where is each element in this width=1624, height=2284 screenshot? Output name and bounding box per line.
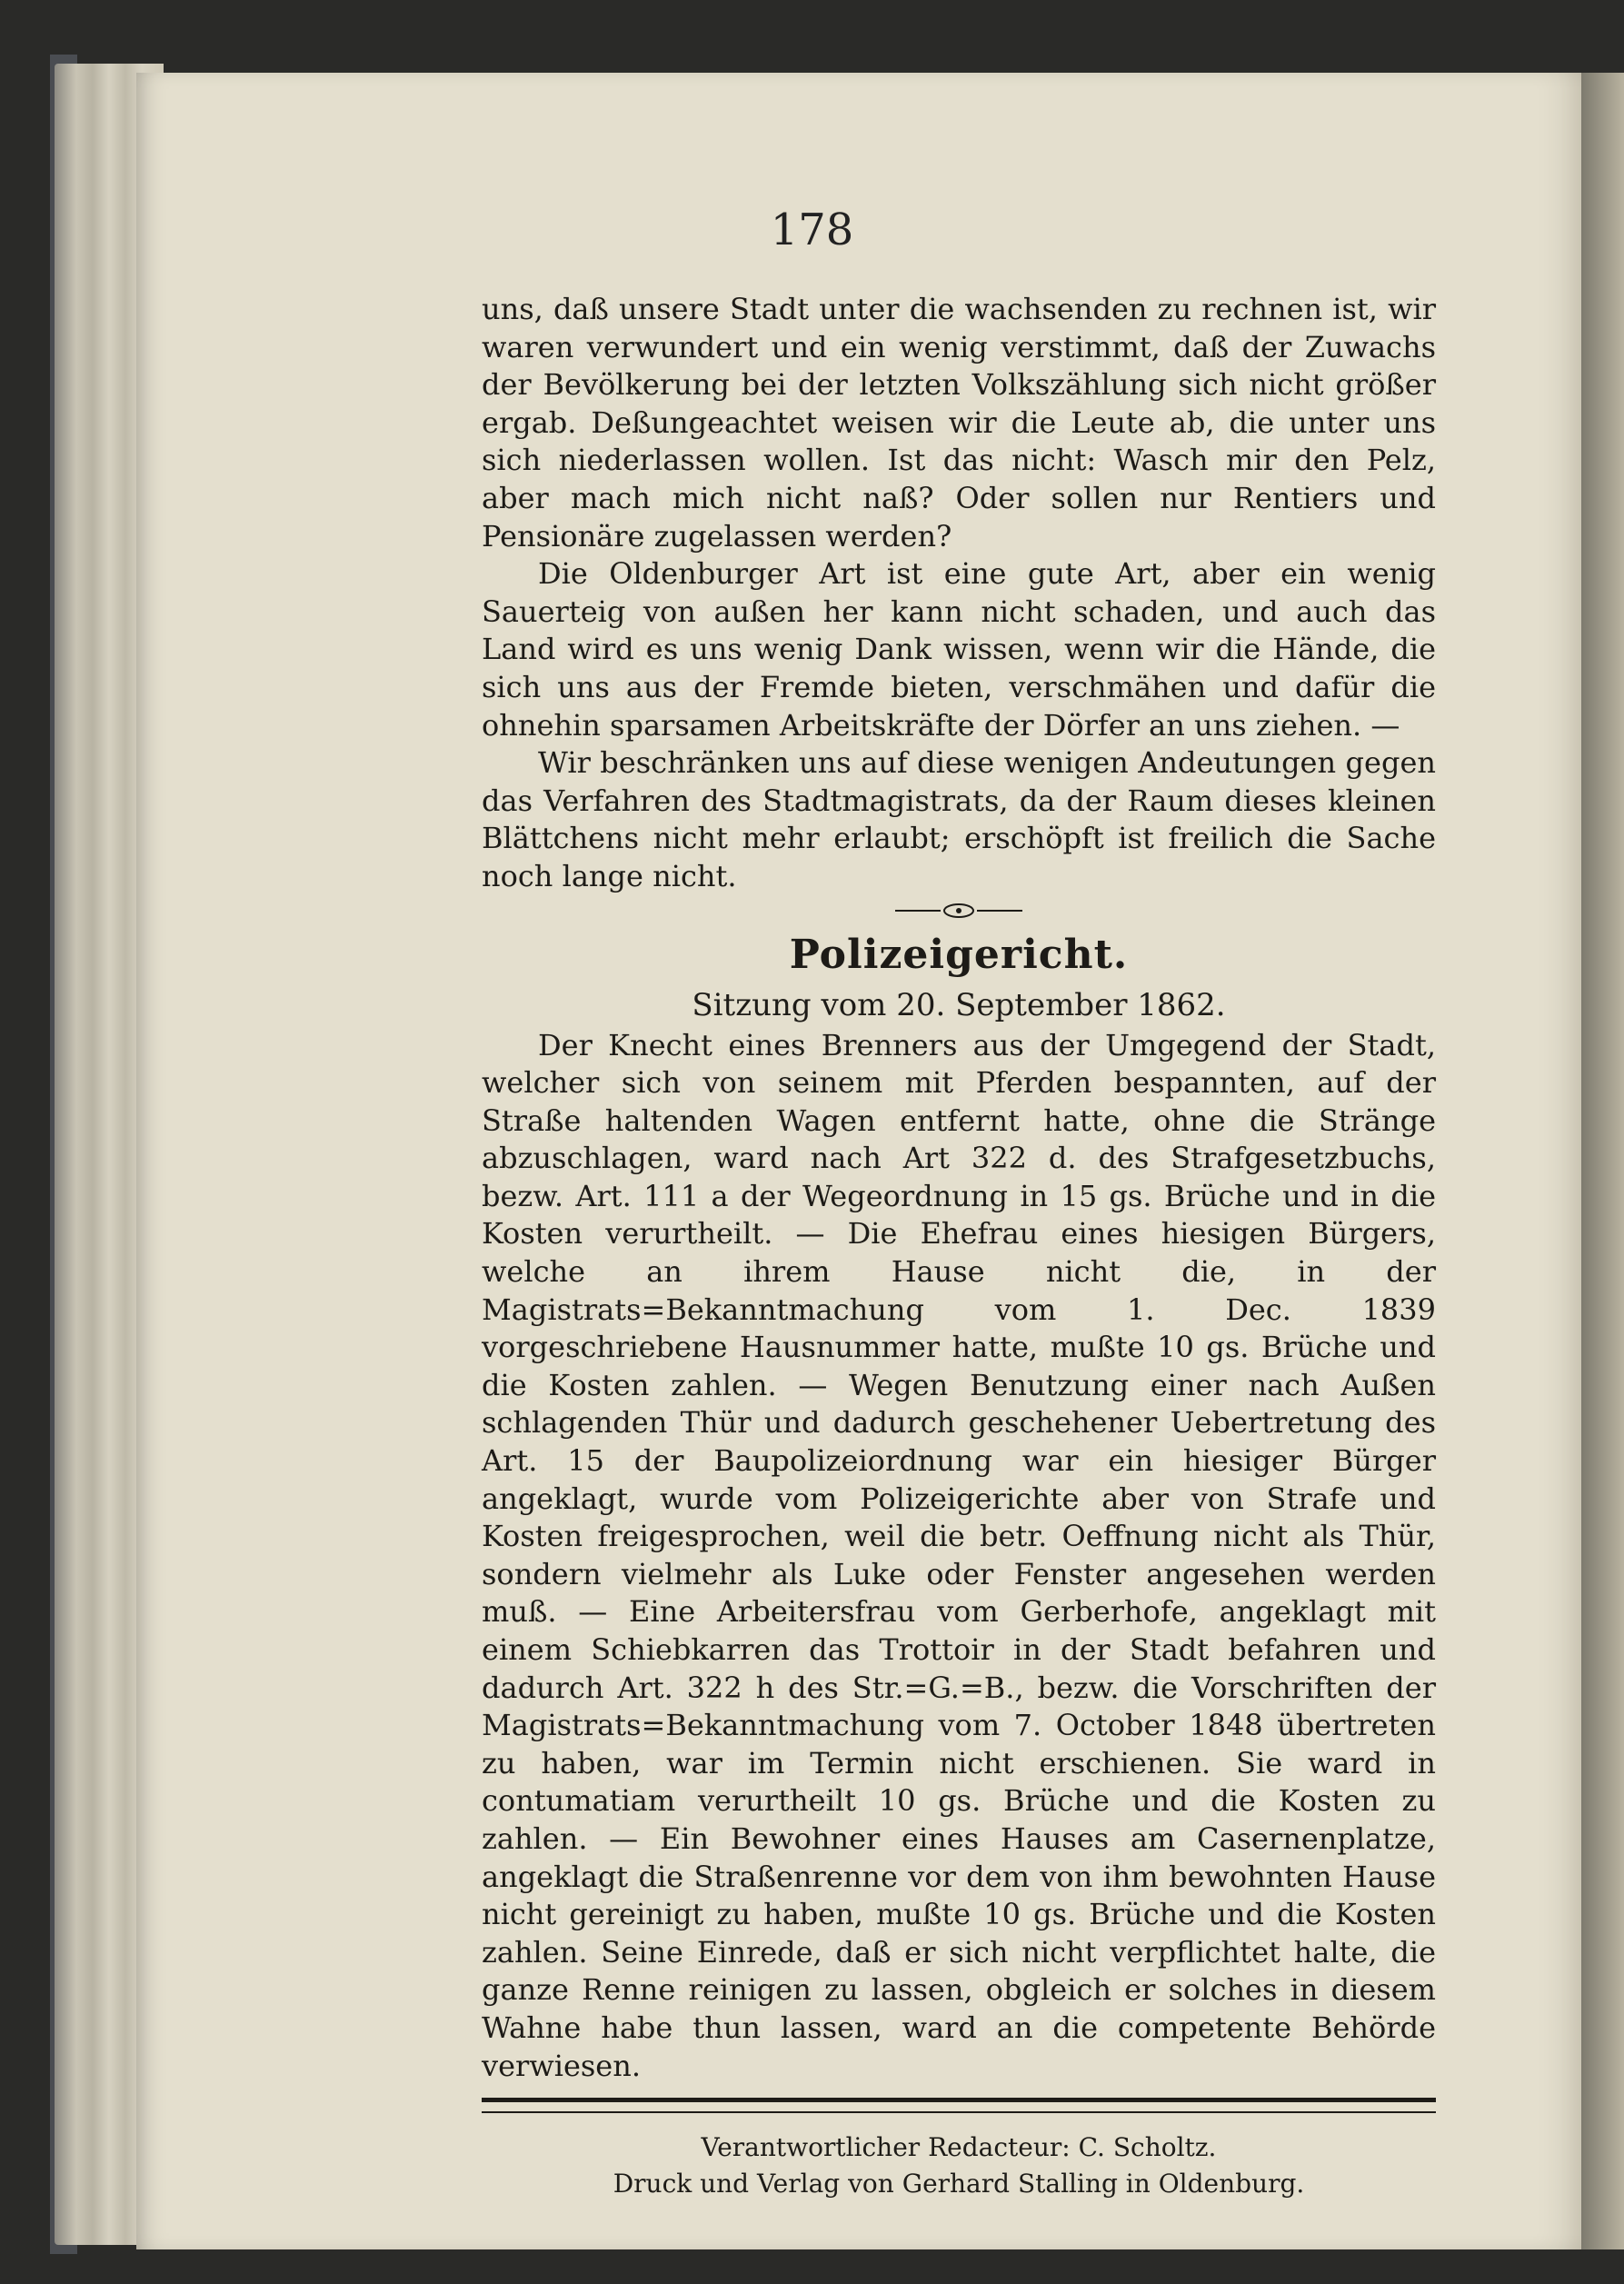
paragraph-3: Wir beschränken uns auf diese wenigen Andeutungen gegen das Verfahren des Stadtmagistrats, da der Raum dieses kleinen Blättchens nicht mehr erlaubt; erschöpft ist freilich die Sache noch lange nicht. <box>482 745 1436 893</box>
editor-line: Verantwortlicher Redacteur: C. Scholtz. <box>701 2132 1217 2163</box>
section-heading: Polizeigericht. <box>789 931 1129 978</box>
footer-rule <box>482 2098 1436 2113</box>
ornament-icon <box>891 902 1027 920</box>
page-number: 178 <box>770 204 854 255</box>
court-report: Der Knecht eines Brenners aus der Umgegend der Stadt, welcher sich von seinem mit Pferden bespannten, auf der Straße haltenden Wagen entfernt hatte, ohne die Stränge abzuschlagen, ward nach Art 322 d. des Strafgesetzbuchs, bezw. Art. 111 a der Wegeordnung in 15 gs. Brüche und in die Kosten verurtheilt. — Die Ehefrau eines hiesigen Bürgers, welche an ihrem Hause nicht die, in der Magistrats=Bekanntmachung vom 1. Dec. 1839 vorgeschriebene Hausnummer hatte, mußte 10 gs. Brüche und die Kosten zahlen. — Wegen Benutzung einer nach Außen schlagenden Thür und dadurch geschehener Uebertretung des Art. 15 der Baupolizeiordnung war ein hiesiger Bürger angeklagt, wurde vom Polizeigerichte aber von Strafe und Kosten freigesprochen, weil die betr. Oeffnung nicht als Thür, sondern vielmehr als Luke oder Fenster angesehen werden muß. — Eine Arbeitersfrau vom Gerberhofe, angeklagt mit einem Schiebkarren das Trottoir in der Stadt befahren und dadurch Art. 322 h des Str.=G.=B., bezw. die Vorschriften der Magistrats=Bekanntmachung vom 7. October 1848 übertreten zu haben, war im Termin nicht erschienen. Sie ward in contumatiam verurtheilt 10 gs. Brüche und die Kosten zu zahlen. — Ein Bewohner eines Hauses am Casernenplatze, angeklagt die Straßenrenne vor dem von ihm bewohnten Hause nicht gereinigt zu haben, mußte 10 gs. Brüche und die Kosten zahlen. Seine Einrede, daß er sich nicht verpflichtet halte, die ganze Renne reinigen zu lassen, obgleich er solches in diesem Wahne habe thun lassen, ward an die competente Behörde verwiesen. <box>482 1027 1436 2083</box>
ornament-divider <box>482 902 1436 920</box>
session-date: Sitzung vom 20. September 1862. <box>692 986 1226 1023</box>
text-block <box>482 291 1436 2202</box>
printer-line: Druck und Verlag von Gerhard Stalling in Oldenburg. <box>613 2169 1305 2199</box>
paragraph-2: Die Oldenburger Art ist eine gute Art, aber ein wenig Sauerteig von außen her kann nicht schaden, und auch das Land wird es uns wenig Dank wissen, wenn wir die Hände, die sich uns aus der Fremde bieten, verschmähen und dafür die ohnehin sparsamen Arbeitskräfte der Dörfer an uns ziehen. — <box>482 556 1436 743</box>
paragraph-1: uns, daß unsere Stadt unter die wachsenden zu rechnen ist, wir waren verwundert und ein wenig verstimmt, daß der Zuwachs der Bevölkerung bei der letzten Volkszählung sich nicht größer ergab. Deßungeachtet weisen wir die Leute ab, die unter uns sich niederlassen wollen. Ist das nicht: Wasch mir den Pelz, aber mach mich nicht naß? Oder sollen nur Rentiers und Pensionäre zugelassen werden? <box>482 292 1436 554</box>
